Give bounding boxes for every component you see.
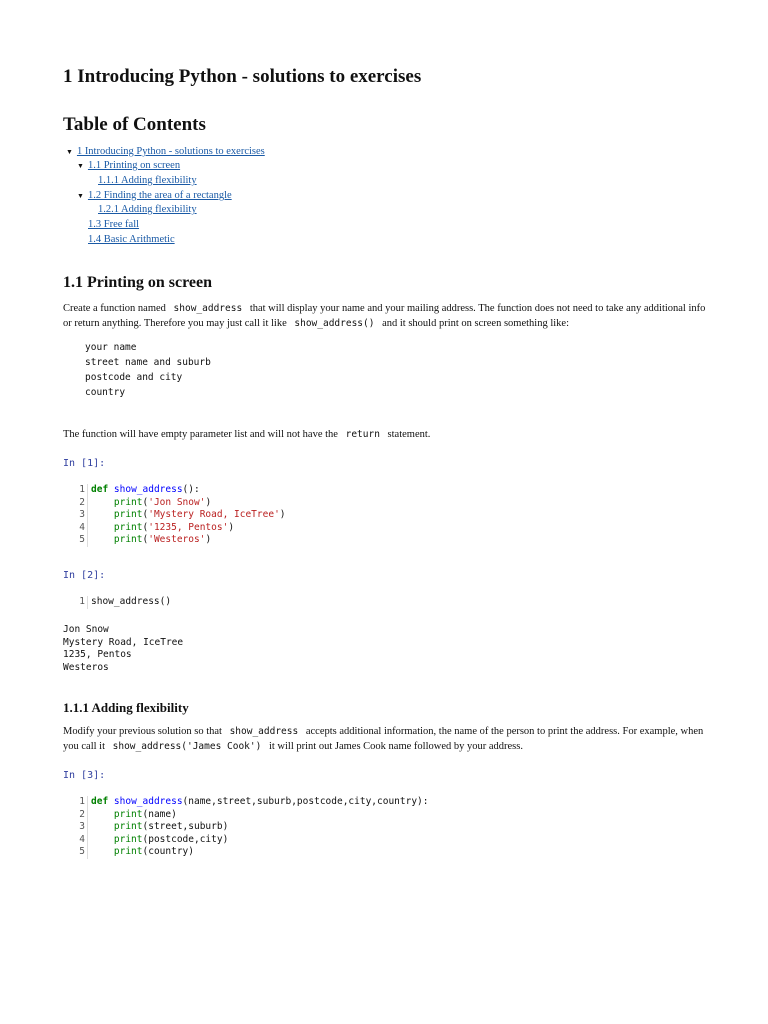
code-indent — [91, 834, 114, 845]
code-text: (street,suburb) — [142, 821, 229, 832]
line-numbers: 1 — [63, 596, 88, 609]
cell-prompt: In [2]: — [63, 570, 106, 581]
code-text: (name,street,suburb,postcode,city,country): — [182, 796, 429, 807]
code-keyword: def — [91, 796, 109, 807]
code-cell[interactable] — [63, 484, 286, 547]
code-builtin: print — [113, 833, 143, 845]
toc-link-basic-arithmetic[interactable]: 1.4 Basic Arithmetic — [88, 234, 175, 245]
code-string: '1235, Pentos' — [148, 521, 229, 533]
code-string: 'Westeros' — [148, 534, 206, 545]
paragraph — [63, 427, 713, 442]
collapse-triangle-icon[interactable]: ▼ — [77, 191, 84, 200]
collapse-triangle-icon[interactable]: ▼ — [77, 161, 84, 170]
toc-row — [88, 219, 139, 230]
code-builtin: print — [113, 846, 143, 857]
toc-row — [77, 160, 180, 171]
paragraph-text: accepts additional information, the name of the person to print the address. For example, when you call it — [63, 726, 704, 752]
collapse-triangle-icon[interactable]: ▼ — [66, 147, 73, 156]
toc-link-free-fall[interactable]: 1.3 Free fall — [88, 219, 140, 230]
code-editor[interactable] — [88, 796, 429, 859]
paragraph-text: and it should print on screen something like: — [382, 318, 570, 329]
code-builtin: print — [113, 821, 143, 832]
inline-code: show_address() — [294, 318, 375, 329]
code-string: 'Jon Snow' — [148, 496, 206, 508]
paragraph — [63, 301, 713, 331]
code-function-name: show_address — [113, 484, 183, 495]
code-editor[interactable]: show_address() — [91, 596, 172, 607]
toc-row — [88, 234, 175, 245]
code-indent — [91, 497, 114, 508]
subsection-heading: 1.1.1 Adding flexibility — [63, 700, 189, 715]
code-indent — [91, 809, 114, 820]
toc-link-area-rectangle[interactable]: 1.2 Finding the area of a rectangle — [87, 190, 232, 201]
code-text: (name) — [142, 808, 177, 820]
code-function-name: show_address — [113, 796, 183, 807]
code-editor[interactable]: def show_address(): print('Jon Snow') print('Mystery Road, IceTree') print('1235, Pentos') print('Westeros') — [91, 484, 286, 545]
page-title: 1 Introducing Python - solutions to exercises — [63, 66, 422, 87]
code-keyword: def — [91, 484, 109, 495]
code-builtin: print — [113, 521, 143, 533]
inline-code: return — [345, 429, 380, 440]
code-indent — [91, 509, 114, 520]
code-indent — [91, 821, 114, 832]
code-indent — [91, 522, 114, 533]
code-text: (postcode,city) — [142, 833, 229, 845]
inline-code: show_address('James Cook') — [112, 741, 262, 752]
toc-link-intro[interactable]: 1 Introducing Python - solutions to exercises — [76, 146, 265, 157]
toc-row — [77, 190, 232, 201]
code-builtin: print — [113, 808, 143, 820]
code-string: 'Mystery Road, IceTree' — [148, 509, 280, 520]
inline-code: show_address — [173, 303, 243, 314]
code-builtin: print — [113, 496, 143, 508]
code-indent — [91, 534, 114, 545]
cell-prompt: In [1]: — [63, 458, 106, 469]
toc-row — [98, 175, 197, 186]
toc-heading: Table of Contents — [63, 114, 206, 135]
paragraph-text: that will display your name and your mailing address. The function does not need to take any additional info or return anything. Therefore you may just call it like — [63, 303, 706, 329]
code-text: (country) — [142, 846, 194, 857]
toc-row — [66, 146, 265, 157]
code-builtin: print — [113, 534, 143, 545]
code-builtin: print — [113, 509, 143, 520]
paragraph-text: Create a function named — [63, 303, 166, 314]
paragraph — [63, 724, 713, 754]
paragraph-text: statement. — [387, 429, 431, 440]
section-heading: 1.1 Printing on screen — [63, 274, 213, 291]
code-cell[interactable] — [63, 796, 429, 859]
code-text: (): — [182, 484, 200, 495]
sample-output-block: your name street name and suburb postcode and city country — [85, 342, 211, 398]
line-numbers: 1 2 3 4 5 — [63, 796, 88, 859]
code-cell[interactable] — [63, 596, 171, 609]
paragraph-text: The function will have empty parameter list and will not have the — [63, 429, 338, 440]
inline-code: show_address — [229, 726, 299, 737]
paragraph-text: it will print out James Cook name followed by your address. — [268, 741, 523, 752]
cell-output: Jon Snow Mystery Road, IceTree 1235, Pentos Westeros — [63, 624, 184, 673]
line-numbers: 1 2 3 4 5 — [63, 484, 88, 547]
paragraph-text: Modify your previous solution so that — [63, 726, 222, 737]
toc-link-printing[interactable]: 1.1 Printing on screen — [87, 160, 181, 171]
code-indent — [91, 846, 114, 857]
toc-link-adding-flexibility-2[interactable]: 1.2.1 Adding flexibility — [98, 204, 197, 215]
toc-row — [98, 204, 197, 215]
cell-prompt: In [3]: — [63, 770, 106, 781]
toc-link-adding-flexibility-1[interactable]: 1.1.1 Adding flexibility — [98, 175, 197, 186]
